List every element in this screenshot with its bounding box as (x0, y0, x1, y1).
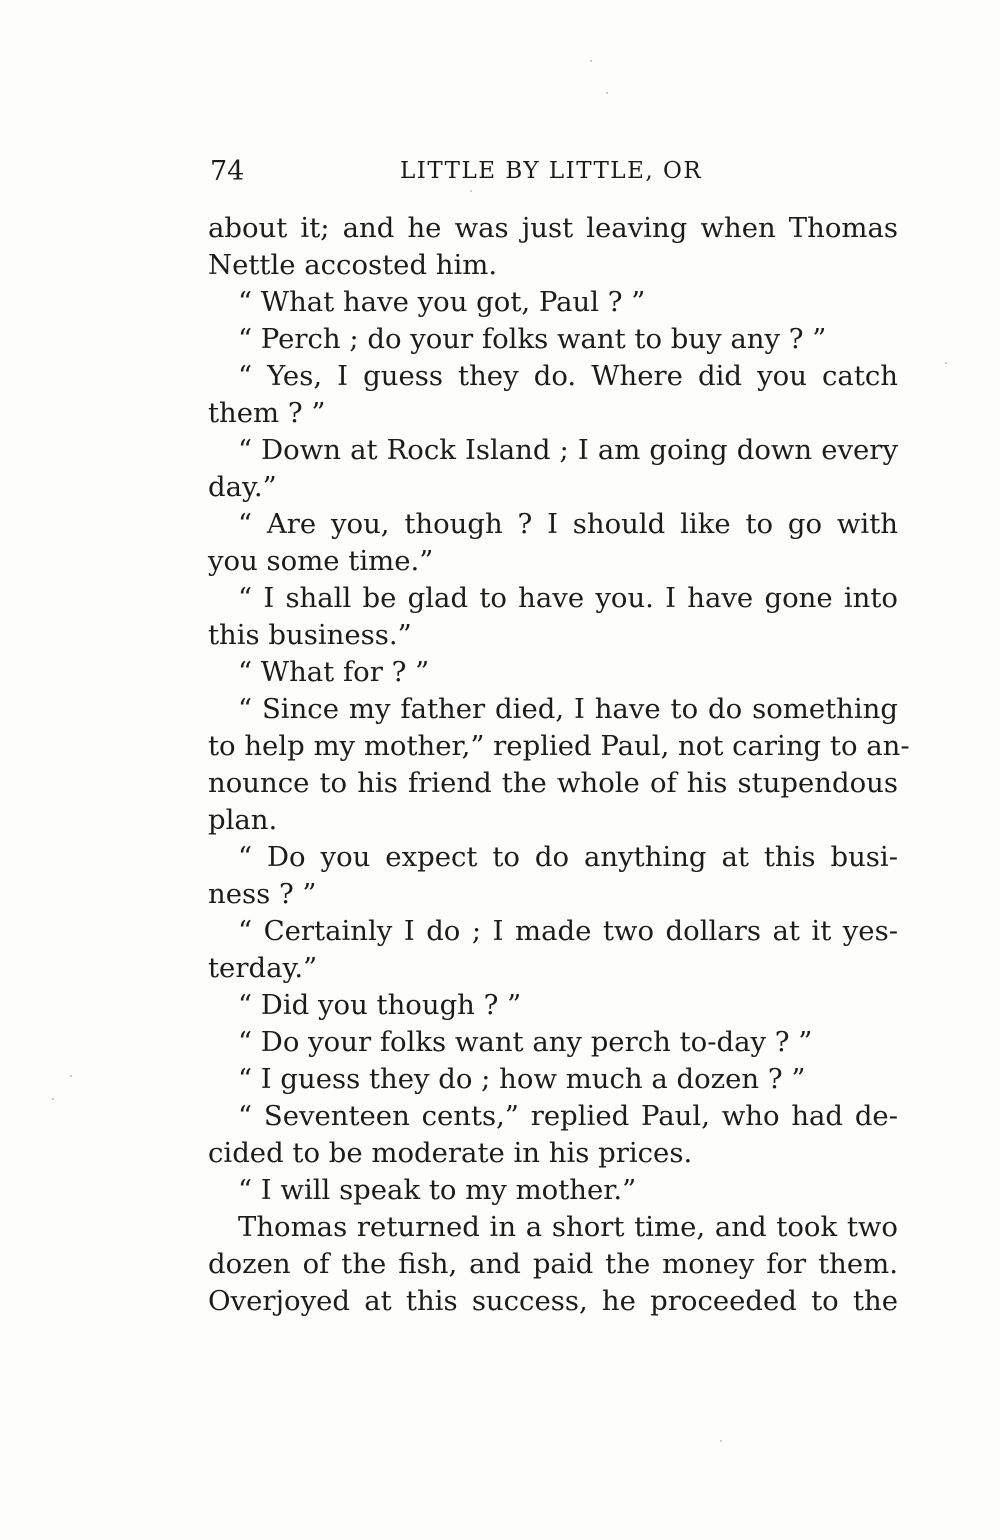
text-line: “ What have you got, Paul ? ” (238, 286, 646, 318)
text-line: “ Seventeen cents,” replied Paul, who had de- (238, 1100, 898, 1132)
text-line: them ? ” (208, 397, 326, 429)
text-line: nounce to his friend the whole of his stupendous (208, 767, 898, 799)
text-line: Nettle accosted him. (208, 249, 498, 281)
text-line: about it; and he was just leaving when Thomas (208, 212, 898, 244)
text-line: “ I will speak to my mother.” (238, 1174, 637, 1206)
text-line: “ Certainly I do ; I made two dollars at it yes- (238, 915, 898, 947)
text-line: day.” (208, 471, 277, 503)
text-line: “ What for ? ” (238, 656, 430, 688)
body-text (208, 210, 910, 1320)
page-number: 74 (210, 156, 245, 187)
text-line: to help my mother,” replied Paul, not caring to an- (208, 730, 910, 762)
text-line: plan. (208, 804, 278, 836)
text-line: “ Yes, I guess they do. Where did you catch (238, 360, 898, 392)
text-line: “ Are you, though ? I should like to go with (238, 508, 898, 540)
running-head: LITTLE BY LITTLE, OR (400, 158, 703, 184)
text-line: ness ? ” (208, 878, 317, 910)
text-line: “ I guess they do ; how much a dozen ? ” (238, 1063, 806, 1095)
text-line: Thomas returned in a short time, and took two (238, 1211, 898, 1243)
text-line: “ Do you expect to do anything at this busi- (238, 841, 898, 873)
text-line: “ Since my father died, I have to do something (238, 693, 898, 725)
text-line: cided to be moderate in his prices. (208, 1137, 693, 1169)
text-line: Overjoyed at this success, he proceeded to the (208, 1285, 898, 1317)
text-line: terday.” (208, 952, 318, 984)
text-line: “ Down at Rock Island ; I am going down every (238, 434, 898, 466)
text-line: “ Did you though ? ” (238, 989, 522, 1021)
text-line: “ Perch ; do your folks want to buy any ? ” (238, 323, 827, 355)
text-line: “ Do your folks want any perch to-day ? ” (238, 1026, 813, 1058)
text-line: this business.” (208, 619, 412, 651)
text-line: “ I shall be glad to have you. I have gone into (238, 582, 898, 614)
text-line: dozen of the fish, and paid the money for them. (208, 1248, 898, 1280)
page-header (210, 150, 900, 194)
text-line: you some time.” (208, 545, 434, 577)
